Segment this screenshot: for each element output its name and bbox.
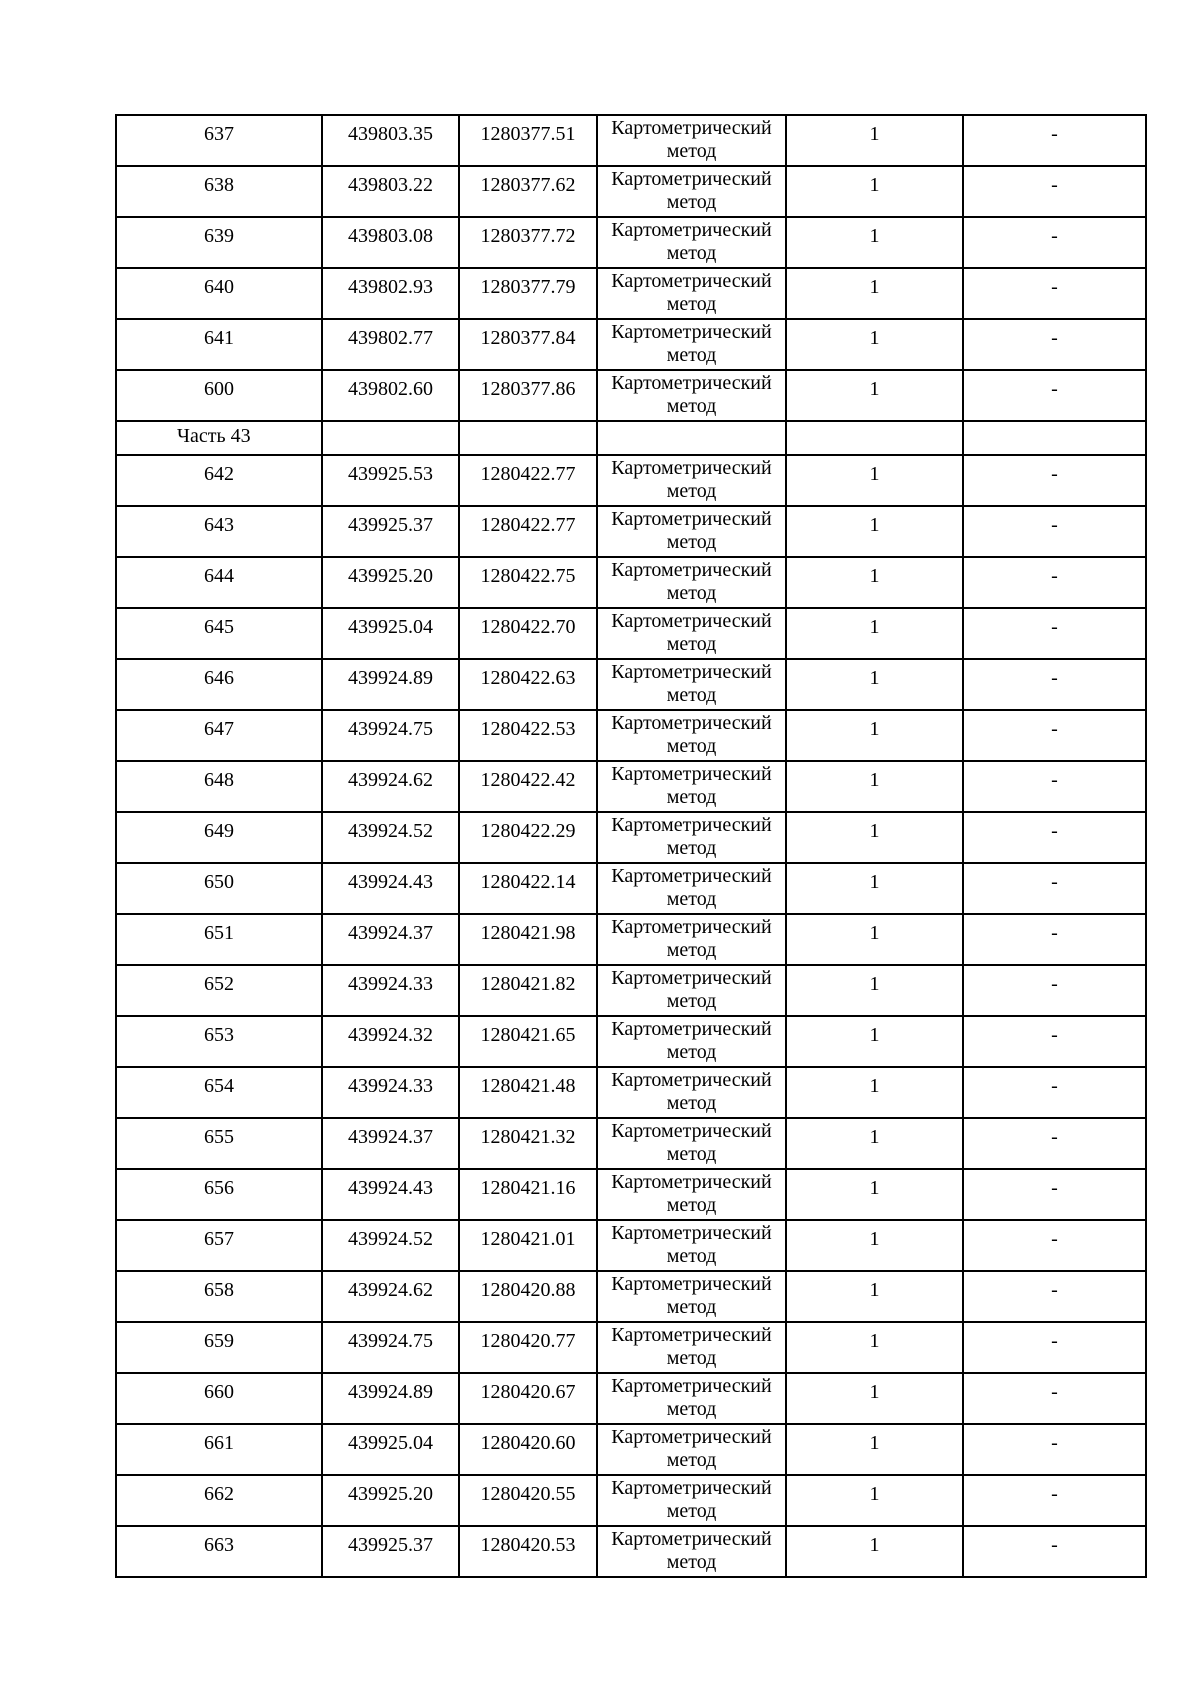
table-row: [116, 863, 1146, 914]
method-cell: [597, 1016, 786, 1067]
x-coordinate-cell: 439924.89: [322, 659, 459, 710]
note-cell: -: [963, 1220, 1146, 1271]
y-coordinate-cell: 1280377.62: [459, 166, 597, 217]
method-line-2: метод: [666, 1194, 717, 1216]
method-line-2: метод: [666, 1041, 717, 1063]
method-line-1: Картометрический: [611, 168, 772, 190]
y-coordinate-cell: 1280422.42: [459, 761, 597, 812]
accuracy-cell: 1: [786, 1424, 963, 1475]
y-coordinate-cell: 1280421.16: [459, 1169, 597, 1220]
method-line-1: Картометрический: [611, 1069, 772, 1091]
method-line-2: метод: [666, 990, 717, 1012]
method-line-1: Картометрический: [611, 270, 772, 292]
point-number-cell: 647: [116, 710, 322, 761]
x-coordinate-cell: 439924.62: [322, 1271, 459, 1322]
table-row: [116, 1424, 1146, 1475]
y-coordinate-cell: 1280377.79: [459, 268, 597, 319]
point-number-cell: 652: [116, 965, 322, 1016]
y-coordinate-cell: 1280422.77: [459, 506, 597, 557]
note-cell: -: [963, 761, 1146, 812]
x-coordinate-cell: 439925.04: [322, 608, 459, 659]
table-row: [116, 1475, 1146, 1526]
point-number-cell: 641: [116, 319, 322, 370]
note-cell: -: [963, 608, 1146, 659]
method-line-2: метод: [666, 684, 717, 706]
method-line-1: Картометрический: [611, 1477, 772, 1499]
section-label: Часть 43: [116, 421, 322, 455]
method-line-1: Картометрический: [611, 1528, 772, 1550]
method-line-2: метод: [666, 786, 717, 808]
y-coordinate-cell: 1280421.65: [459, 1016, 597, 1067]
note-cell: -: [963, 506, 1146, 557]
x-coordinate-cell: 439924.32: [322, 1016, 459, 1067]
method-cell: [597, 1322, 786, 1373]
method-cell: [597, 268, 786, 319]
accuracy-cell: 1: [786, 710, 963, 761]
method-cell: [597, 557, 786, 608]
table-row: [116, 659, 1146, 710]
y-coordinate-cell: 1280377.72: [459, 217, 597, 268]
method-line-1: Картометрический: [611, 1375, 772, 1397]
table-row: [116, 1373, 1146, 1424]
method-line-1: Картометрический: [611, 508, 772, 530]
accuracy-cell: 1: [786, 1220, 963, 1271]
note-cell: -: [963, 1322, 1146, 1373]
y-coordinate-cell: 1280421.82: [459, 965, 597, 1016]
accuracy-cell: 1: [786, 115, 963, 166]
method-cell: [597, 914, 786, 965]
x-coordinate-cell: 439924.37: [322, 914, 459, 965]
method-cell: [597, 370, 786, 421]
method-line-2: метод: [666, 344, 717, 366]
method-line-1: Картометрический: [611, 1426, 772, 1448]
table-row: [116, 608, 1146, 659]
method-cell: [597, 455, 786, 506]
y-coordinate-cell: 1280422.29: [459, 812, 597, 863]
y-coordinate-cell: 1280377.86: [459, 370, 597, 421]
table-row: [116, 370, 1146, 421]
y-coordinate-cell: 1280377.51: [459, 115, 597, 166]
table-row: [116, 1526, 1146, 1577]
accuracy-cell: 1: [786, 659, 963, 710]
method-cell: [597, 1424, 786, 1475]
x-coordinate-cell: 439924.43: [322, 1169, 459, 1220]
method-line-1: Картометрический: [611, 1324, 772, 1346]
accuracy-cell: 1: [786, 455, 963, 506]
accuracy-cell: 1: [786, 1373, 963, 1424]
y-coordinate-cell: 1280421.98: [459, 914, 597, 965]
method-cell: [597, 1169, 786, 1220]
note-cell: -: [963, 1526, 1146, 1577]
note-cell: -: [963, 217, 1146, 268]
method-cell: [597, 1118, 786, 1169]
table-row: [116, 1322, 1146, 1373]
method-line-1: Картометрический: [611, 967, 772, 989]
method-line-2: метод: [666, 1296, 717, 1318]
note-cell: -: [963, 1424, 1146, 1475]
x-coordinate-cell: 439924.37: [322, 1118, 459, 1169]
point-number-cell: 640: [116, 268, 322, 319]
method-line-1: Картометрический: [611, 1273, 772, 1295]
x-coordinate-cell: 439803.35: [322, 115, 459, 166]
x-coordinate-cell: 439924.52: [322, 812, 459, 863]
table-row: [116, 1169, 1146, 1220]
empty-cell: [786, 421, 963, 455]
method-line-1: Картометрический: [611, 763, 772, 785]
point-number-cell: 637: [116, 115, 322, 166]
method-line-1: Картометрический: [611, 814, 772, 836]
y-coordinate-cell: 1280420.77: [459, 1322, 597, 1373]
x-coordinate-cell: 439924.33: [322, 1067, 459, 1118]
method-line-2: метод: [666, 582, 717, 604]
method-line-2: метод: [666, 293, 717, 315]
empty-cell: [597, 421, 786, 455]
note-cell: -: [963, 319, 1146, 370]
method-line-1: Картометрический: [611, 372, 772, 394]
table-row: [116, 115, 1146, 166]
note-cell: -: [963, 1271, 1146, 1322]
method-line-2: метод: [666, 242, 717, 264]
x-coordinate-cell: 439924.89: [322, 1373, 459, 1424]
method-line-1: Картометрический: [611, 1018, 772, 1040]
method-line-1: Картометрический: [611, 1120, 772, 1142]
point-number-cell: 659: [116, 1322, 322, 1373]
method-cell: [597, 1067, 786, 1118]
accuracy-cell: 1: [786, 506, 963, 557]
table-row: [116, 1067, 1146, 1118]
method-line-2: метод: [666, 1398, 717, 1420]
x-coordinate-cell: 439924.43: [322, 863, 459, 914]
point-number-cell: 655: [116, 1118, 322, 1169]
y-coordinate-cell: 1280420.88: [459, 1271, 597, 1322]
y-coordinate-cell: 1280421.48: [459, 1067, 597, 1118]
point-number-cell: 650: [116, 863, 322, 914]
x-coordinate-cell: 439924.75: [322, 710, 459, 761]
accuracy-cell: 1: [786, 863, 963, 914]
y-coordinate-cell: 1280422.70: [459, 608, 597, 659]
method-line-1: Картометрический: [611, 610, 772, 632]
point-number-cell: 649: [116, 812, 322, 863]
method-line-1: Картометрический: [611, 661, 772, 683]
method-line-2: метод: [666, 735, 717, 757]
method-line-2: метод: [666, 191, 717, 213]
note-cell: -: [963, 268, 1146, 319]
point-number-cell: 658: [116, 1271, 322, 1322]
method-cell: [597, 166, 786, 217]
method-line-1: Картометрический: [611, 219, 772, 241]
y-coordinate-cell: 1280420.60: [459, 1424, 597, 1475]
method-line-1: Картометрический: [611, 1222, 772, 1244]
method-line-2: метод: [666, 395, 717, 417]
accuracy-cell: 1: [786, 761, 963, 812]
point-number-cell: 642: [116, 455, 322, 506]
accuracy-cell: 1: [786, 1169, 963, 1220]
table-row: [116, 812, 1146, 863]
table-row: [116, 914, 1146, 965]
note-cell: -: [963, 659, 1146, 710]
method-line-2: метод: [666, 1500, 717, 1522]
table-row: [116, 455, 1146, 506]
accuracy-cell: 1: [786, 1475, 963, 1526]
method-line-2: метод: [666, 140, 717, 162]
accuracy-cell: 1: [786, 166, 963, 217]
point-number-cell: 645: [116, 608, 322, 659]
point-number-cell: 662: [116, 1475, 322, 1526]
note-cell: -: [963, 455, 1146, 506]
y-coordinate-cell: 1280422.75: [459, 557, 597, 608]
section-row: [116, 421, 1146, 455]
method-line-2: метод: [666, 1143, 717, 1165]
coordinates-table-body: [116, 115, 1146, 1577]
method-line-1: Картометрический: [611, 1171, 772, 1193]
method-cell: [597, 319, 786, 370]
table-row: [116, 1271, 1146, 1322]
point-number-cell: 663: [116, 1526, 322, 1577]
method-cell: [597, 1373, 786, 1424]
note-cell: -: [963, 863, 1146, 914]
note-cell: -: [963, 557, 1146, 608]
method-cell: [597, 965, 786, 1016]
point-number-cell: 643: [116, 506, 322, 557]
accuracy-cell: 1: [786, 1322, 963, 1373]
table-row: [116, 710, 1146, 761]
note-cell: -: [963, 1169, 1146, 1220]
y-coordinate-cell: 1280422.14: [459, 863, 597, 914]
table-row: [116, 506, 1146, 557]
accuracy-cell: 1: [786, 557, 963, 608]
method-cell: [597, 1271, 786, 1322]
method-cell: [597, 1475, 786, 1526]
x-coordinate-cell: 439925.04: [322, 1424, 459, 1475]
accuracy-cell: 1: [786, 608, 963, 659]
table-row: [116, 217, 1146, 268]
table-row: [116, 1118, 1146, 1169]
table-row: [116, 166, 1146, 217]
method-line-1: Картометрический: [611, 321, 772, 343]
point-number-cell: 646: [116, 659, 322, 710]
method-line-2: метод: [666, 1245, 717, 1267]
x-coordinate-cell: 439803.08: [322, 217, 459, 268]
point-number-cell: 653: [116, 1016, 322, 1067]
method-line-1: Картометрический: [611, 457, 772, 479]
method-cell: [597, 506, 786, 557]
y-coordinate-cell: 1280421.01: [459, 1220, 597, 1271]
accuracy-cell: 1: [786, 370, 963, 421]
x-coordinate-cell: 439925.20: [322, 557, 459, 608]
y-coordinate-cell: 1280422.77: [459, 455, 597, 506]
x-coordinate-cell: 439925.37: [322, 506, 459, 557]
accuracy-cell: 1: [786, 217, 963, 268]
y-coordinate-cell: 1280420.55: [459, 1475, 597, 1526]
method-line-2: метод: [666, 837, 717, 859]
x-coordinate-cell: 439925.20: [322, 1475, 459, 1526]
method-cell: [597, 608, 786, 659]
y-coordinate-cell: 1280377.84: [459, 319, 597, 370]
method-cell: [597, 659, 786, 710]
method-line-2: метод: [666, 480, 717, 502]
accuracy-cell: 1: [786, 965, 963, 1016]
x-coordinate-cell: 439802.77: [322, 319, 459, 370]
method-line-1: Картометрический: [611, 117, 772, 139]
note-cell: -: [963, 812, 1146, 863]
method-cell: [597, 1220, 786, 1271]
note-cell: -: [963, 1016, 1146, 1067]
table-row: [116, 1016, 1146, 1067]
point-number-cell: 661: [116, 1424, 322, 1475]
method-cell: [597, 1526, 786, 1577]
point-number-cell: 657: [116, 1220, 322, 1271]
x-coordinate-cell: 439802.60: [322, 370, 459, 421]
y-coordinate-cell: 1280422.53: [459, 710, 597, 761]
empty-cell: [322, 421, 459, 455]
coordinates-table: [115, 114, 1147, 1578]
method-line-2: метод: [666, 1092, 717, 1114]
note-cell: -: [963, 1373, 1146, 1424]
x-coordinate-cell: 439802.93: [322, 268, 459, 319]
x-coordinate-cell: 439924.62: [322, 761, 459, 812]
note-cell: -: [963, 710, 1146, 761]
method-cell: [597, 217, 786, 268]
method-line-2: метод: [666, 531, 717, 553]
y-coordinate-cell: 1280422.63: [459, 659, 597, 710]
accuracy-cell: 1: [786, 1526, 963, 1577]
method-line-1: Картометрический: [611, 916, 772, 938]
point-number-cell: 648: [116, 761, 322, 812]
method-line-2: метод: [666, 633, 717, 655]
note-cell: -: [963, 370, 1146, 421]
method-line-1: Картометрический: [611, 865, 772, 887]
table-row: [116, 557, 1146, 608]
table-row: [116, 319, 1146, 370]
method-line-1: Картометрический: [611, 712, 772, 734]
x-coordinate-cell: 439924.33: [322, 965, 459, 1016]
table-row: [116, 1220, 1146, 1271]
accuracy-cell: 1: [786, 1067, 963, 1118]
note-cell: -: [963, 166, 1146, 217]
accuracy-cell: 1: [786, 1118, 963, 1169]
point-number-cell: 638: [116, 166, 322, 217]
point-number-cell: 600: [116, 370, 322, 421]
note-cell: -: [963, 965, 1146, 1016]
note-cell: -: [963, 1118, 1146, 1169]
method-line-2: метод: [666, 888, 717, 910]
method-cell: [597, 710, 786, 761]
method-cell: [597, 812, 786, 863]
table-row: [116, 761, 1146, 812]
point-number-cell: 654: [116, 1067, 322, 1118]
note-cell: -: [963, 1067, 1146, 1118]
y-coordinate-cell: 1280420.53: [459, 1526, 597, 1577]
empty-cell: [963, 421, 1146, 455]
note-cell: -: [963, 115, 1146, 166]
point-number-cell: 651: [116, 914, 322, 965]
method-line-1: Картометрический: [611, 559, 772, 581]
accuracy-cell: 1: [786, 319, 963, 370]
table-row: [116, 965, 1146, 1016]
y-coordinate-cell: 1280420.67: [459, 1373, 597, 1424]
x-coordinate-cell: 439924.75: [322, 1322, 459, 1373]
method-line-2: метод: [666, 1449, 717, 1471]
point-number-cell: 639: [116, 217, 322, 268]
note-cell: -: [963, 1475, 1146, 1526]
method-line-2: метод: [666, 1551, 717, 1573]
method-line-2: метод: [666, 939, 717, 961]
x-coordinate-cell: 439925.37: [322, 1526, 459, 1577]
point-number-cell: 644: [116, 557, 322, 608]
y-coordinate-cell: 1280421.32: [459, 1118, 597, 1169]
empty-cell: [459, 421, 597, 455]
x-coordinate-cell: 439925.53: [322, 455, 459, 506]
method-cell: [597, 863, 786, 914]
table-row: [116, 268, 1146, 319]
method-cell: [597, 761, 786, 812]
method-cell: [597, 115, 786, 166]
accuracy-cell: 1: [786, 914, 963, 965]
point-number-cell: 660: [116, 1373, 322, 1424]
accuracy-cell: 1: [786, 812, 963, 863]
accuracy-cell: 1: [786, 1016, 963, 1067]
accuracy-cell: 1: [786, 1271, 963, 1322]
note-cell: -: [963, 914, 1146, 965]
x-coordinate-cell: 439924.52: [322, 1220, 459, 1271]
point-number-cell: 656: [116, 1169, 322, 1220]
x-coordinate-cell: 439803.22: [322, 166, 459, 217]
accuracy-cell: 1: [786, 268, 963, 319]
method-line-2: метод: [666, 1347, 717, 1369]
